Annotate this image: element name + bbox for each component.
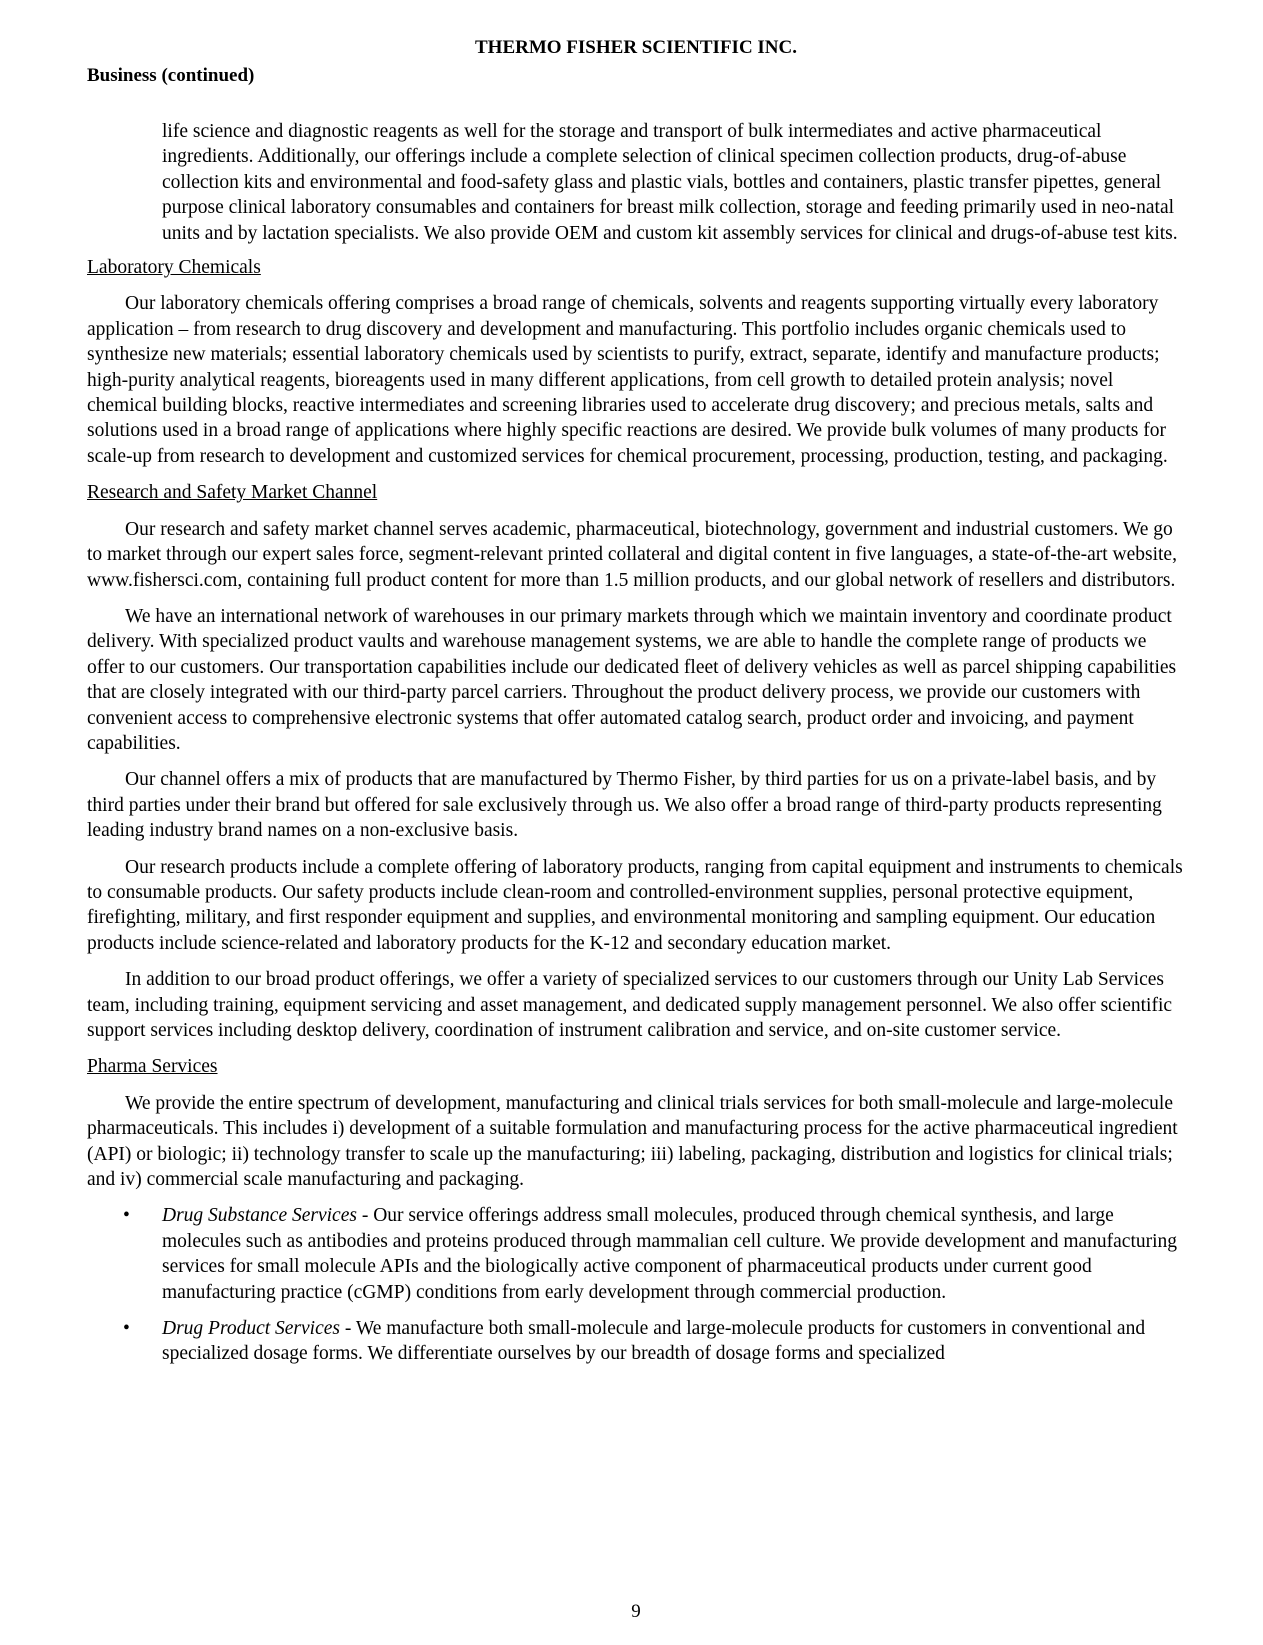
- company-header: THERMO FISHER SCIENTIFIC INC.: [475, 37, 797, 58]
- bullet-text: - We manufacture both small-molecule and large-molecule products for customers in conventional and specialized dosage forms. We differentiate ourselves by our breadth of dosage forms and specialized: [162, 1318, 1146, 1365]
- bullet-marker: •: [123, 1318, 130, 1340]
- document-page: [87, 0, 1185, 1645]
- paragraph: Our research products include a complete offering of laboratory products, ranging from capital equipment and instruments to chemicals to consumable products. Our safety products include clean-room and controlled-environment supplies, personal protective equipment, firefighting, military, and first responder equipment and supplies, and environmental monitoring and sampling equipment. Our education products include science-related and laboratory products for the K-12 and secondary education market.: [87, 856, 1183, 954]
- paragraph: We have an international network of warehouses in our primary markets through which we maintain inventory and coordinate product delivery. With specialized product vaults and warehouse management systems, we are able to handle the complete range of products we offer to our customers. Our transportation capabilities include our dedicated fleet of delivery vehicles as well as parcel shipping capabilities that are closely integrated with our third-party parcel carriers. Throughout the product delivery process, we provide our customers with convenient access to comprehensive electronic systems that offer automated catalog search, product order and invoicing, and payment capabilities.: [87, 605, 1177, 754]
- heading-research-safety: Research and Safety Market Channel: [87, 482, 378, 504]
- section-label: Business (continued): [87, 65, 255, 86]
- paragraph: In addition to our broad product offerings, we offer a variety of specialized services to our customers through our Unity Lab Services team, including training, equipment servicing and asset management, and dedicated supply management personnel. We also offer scientific support services including desktop delivery, coordination of instrument calibration and service, and on-site customer service.: [87, 969, 1173, 1041]
- document-body: [87, 119, 1185, 1378]
- paragraph: Our laboratory chemicals offering comprises a broad range of chemicals, solvents and reagents supporting virtually every laboratory application – from research to drug discovery and development and manufacturing. This portfolio includes organic chemicals used to synthesize new materials; essential laboratory chemicals used by scientists to purify, extract, separate, identify and manufacture products; high-purity analytical reagents, bioreagents used in many different applications, from cell growth to detailed protein analysis; novel chemical building blocks, reactive intermediates and screening libraries used to accelerate drug discovery; and precious metals, salts and solutions used in a broad range of applications where highly specific reactions are desired. We provide bulk volumes of many products for scale-up from research to development and customized services for chemical procurement, processing, production, testing, and packaging.: [87, 293, 1168, 467]
- bullet-title: Drug Substance Services: [162, 1205, 357, 1227]
- bullet-title: Drug Product Services: [162, 1318, 340, 1340]
- bullet-text: - Our service offerings address small molecules, produced through chemical synthesis, and large molecules such as antibodies and proteins produced through mammalian cell culture. We provide development and manufacturing services for small molecule APIs and the biologically active component of pharmaceutical products under current good manufacturing practice (cGMP) conditions from early development through commercial production.: [162, 1205, 1178, 1303]
- bullet-item: [123, 1316, 1185, 1367]
- paragraph: We provide the entire spectrum of development, manufacturing and clinical trials services for both small-molecule and large-molecule pharmaceuticals. This includes i) development of a suitable formulation and manufacturing process for the active pharmaceutical ingredient (API) or biologic; ii) technology transfer to scale up the manufacturing; iii) labeling, packaging, distribution and logistics for clinical trials; and iv) commercial scale manufacturing and packaging.: [87, 1092, 1178, 1191]
- continuation-paragraph: life science and diagnostic reagents as well for the storage and transport of bulk intermediates and active pharmaceutical ingredients. Additionally, our offerings include a complete selection of clinical specimen collection products, drug-of-abuse collection kits and environmental and food-safety glass and plastic vials, bottles and containers, plastic transfer pipettes, general purpose clinical laboratory consumables and containers for breast milk collection, storage and feeding primarily used in neo-natal units and by lactation specialists. We also provide OEM and custom kit assembly services for clinical and drugs-of-abuse test kits.: [162, 121, 1178, 244]
- paragraph: Our channel offers a mix of products that are manufactured by Thermo Fisher, by third parties for us on a private-label basis, and by third parties under their brand but offered for sale exclusively through us. We also offer a broad range of third-party products representing leading industry brand names on a non-exclusive basis.: [87, 769, 1162, 842]
- heading-pharma-services: Pharma Services: [87, 1056, 218, 1078]
- heading-laboratory-chemicals: Laboratory Chemicals: [87, 257, 261, 279]
- bullet-marker: •: [123, 1205, 130, 1227]
- page-number: 9: [631, 1601, 641, 1622]
- bullet-item: [123, 1203, 1185, 1305]
- paragraph: Our research and safety market channel serves academic, pharmaceutical, biotechnology, government and industrial customers. We go to market through our expert sales force, segment-relevant printed collateral and digital content in five languages, a state-of-the-art website, www.fishersci.com, containing full product content for more than 1.5 million products, and our global network of resellers and distributors.: [87, 518, 1177, 591]
